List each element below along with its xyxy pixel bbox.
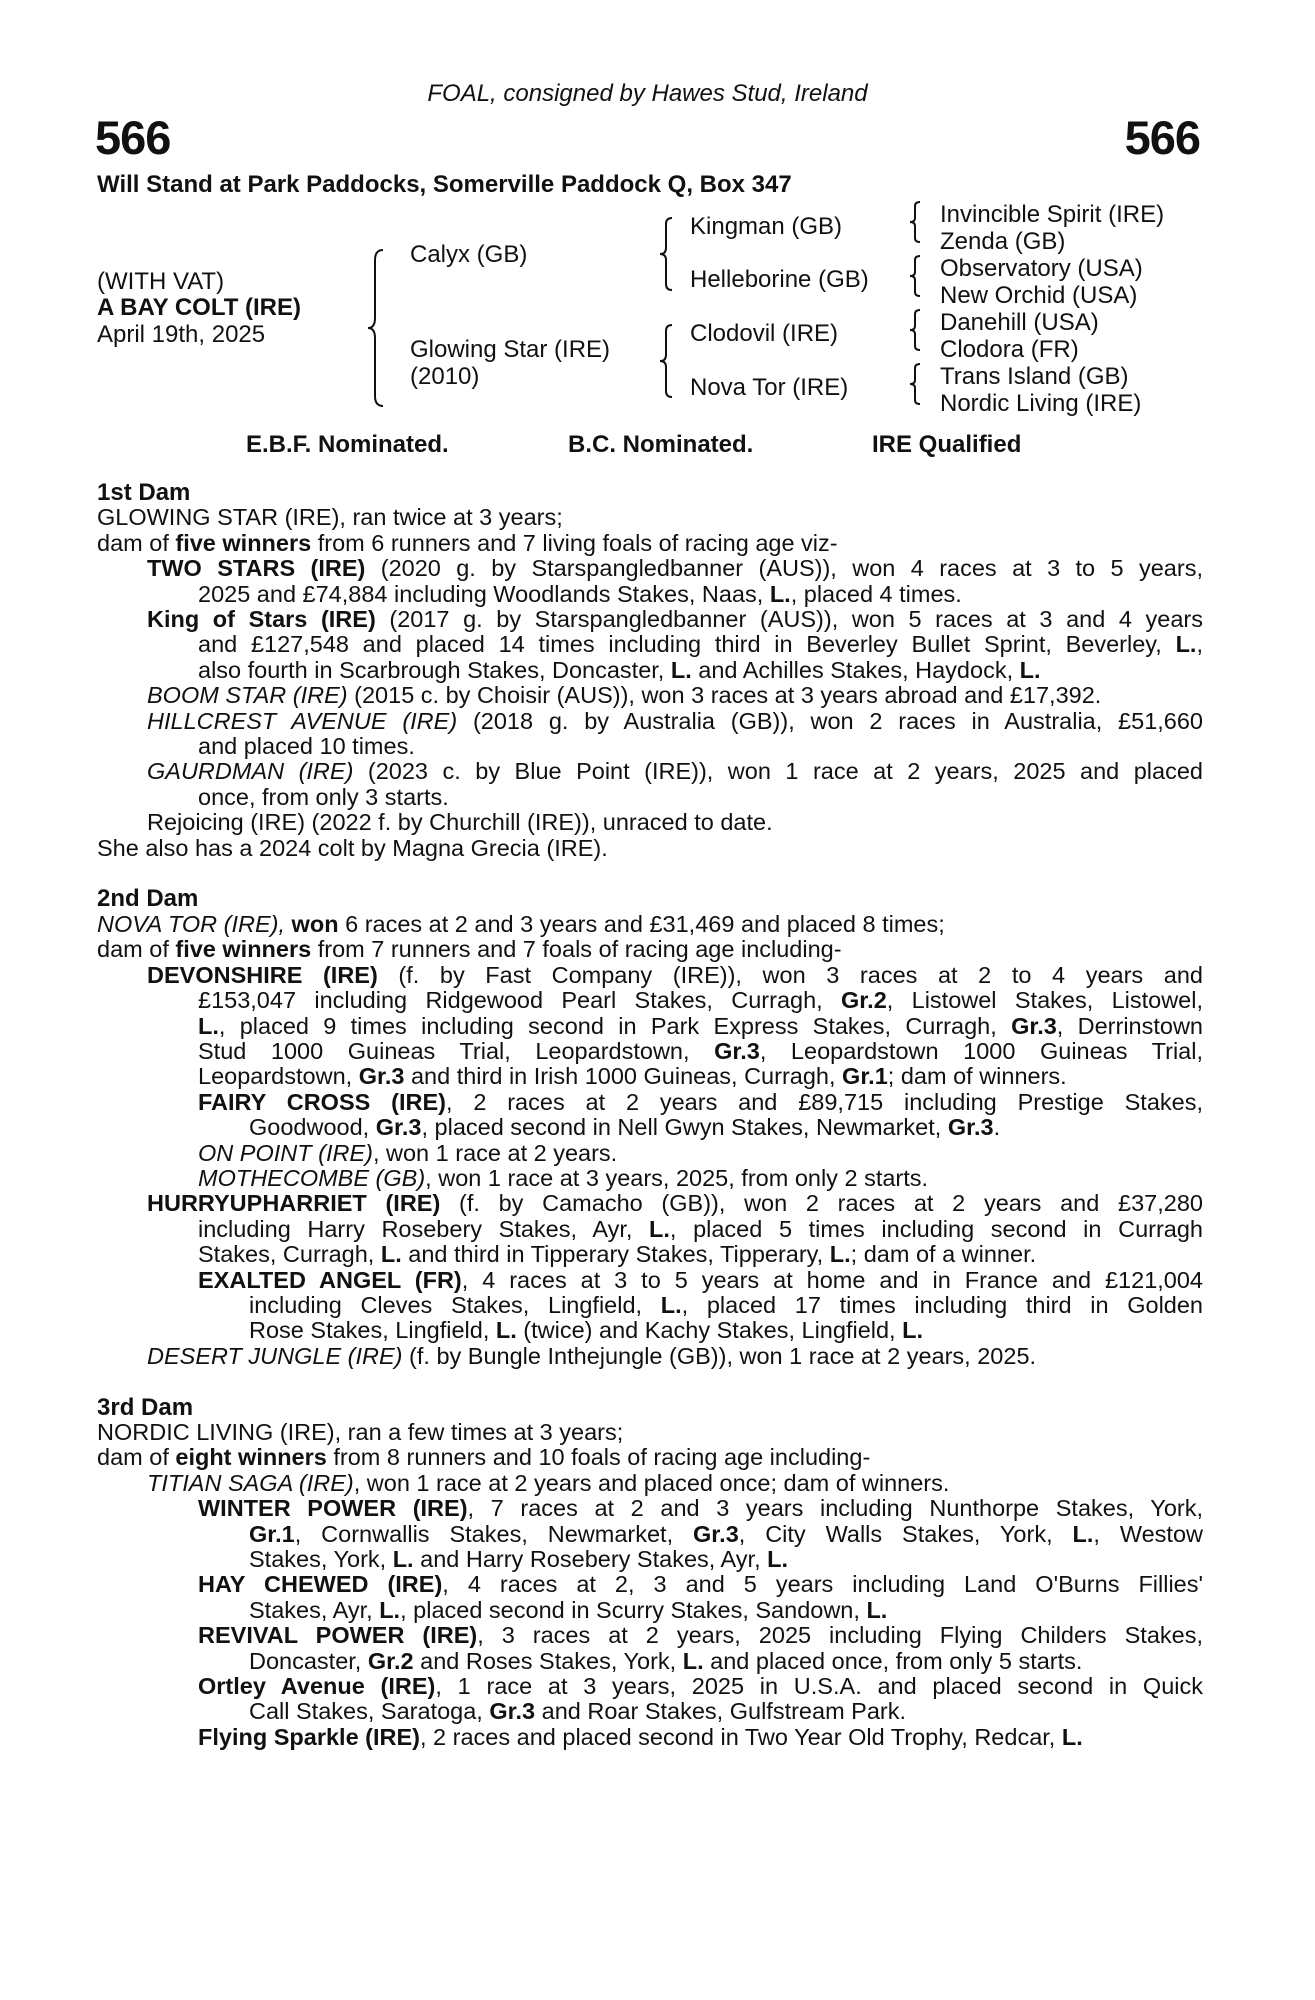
dam: Glowing Star (IRE) [410,336,611,363]
lot-number-left: 566 [95,111,171,164]
brace-g4 [908,362,922,406]
ebf-nomination: E.B.F. Nominated. [246,431,449,458]
produce-entry-cont: 2025 and £74,884 including Woodlands Stakes, Naas, L., placed 4 times. [198,580,962,607]
first-dam-line: GLOWING STAR (IRE), ran twice at 3 years; [97,504,563,531]
produce-entry: GAURDMAN (IRE) (2023 c. by Blue Point (IRE)), won 1 race at 2 years, 2025 and placed [147,758,1203,785]
grandproduce-entry: FAIRY CROSS (IRE), 2 races at 2 years and £89,715 including Prestige Stakes, [198,1088,1203,1115]
produce-entry: King of Stars (IRE) (2017 g. by Starspangledbanner (AUS)), won 5 races at 3 and 4 years [147,606,1203,633]
stabling-location: Will Stand at Park Paddocks, Somerville Paddock Q, Box 347 [97,171,792,198]
produce-entry: Rejoicing (IRE) (2022 f. by Churchill (IRE)), unraced to date. [147,809,773,836]
vat-note: (WITH VAT) [97,268,225,295]
bc-nomination: B.C. Nominated. [568,431,754,458]
sire: Calyx (GB) [410,241,528,268]
foaling-date: April 19th, 2025 [97,321,266,348]
gg-5: Danehill (USA) [940,309,1099,336]
gg-4: New Orchid (USA) [940,282,1138,309]
second-dam-line: NOVA TOR (IRE), won 6 races at 2 and 3 years and £31,469 and placed 8 times; [97,910,945,937]
produce-entry: DESERT JUNGLE (IRE) (f. by Bungle Inthejungle (GB)), won 1 race at 2 years, 2025. [147,1342,1037,1369]
produce-entry-cont: including Harry Rosebery Stakes, Ayr, L., placed 5 times including second in Curragh [198,1215,1203,1242]
lot-number-right: 566 [1124,111,1200,164]
brace-dam [658,323,674,399]
grandproduce-entry: REVIVAL POWER (IRE), 3 races at 2 years, 2025 including Flying Childers Stakes, [198,1622,1203,1649]
grandproduce-entry-cont: Goodwood, Gr.3, placed second in Nell Gwyn Stakes, Newmarket, Gr.3. [249,1114,1001,1141]
brace-g2 [908,254,922,298]
grandproduce-entry-cont: Stakes, Ayr, L., placed second in Scurry Stakes, Sandown, L. [249,1596,888,1623]
third-dam-line: NORDIC LIVING (IRE), ran a few times at 3 years; [97,1419,624,1445]
gg-7: Trans Island (GB) [940,363,1129,390]
gg-8: Nordic Living (IRE) [940,390,1142,417]
grandproduce-entry-cont: Rose Stakes, Lingfield, L. (twice) and Kachy Stakes, Lingfield, L. [249,1317,924,1344]
grandproduce-entry-cont: Gr.1, Cornwallis Stakes, Newmarket, Gr.3, City Walls Stakes, York, L., Westow [249,1520,1204,1547]
produce-entry: BOOM STAR (IRE) (2015 c. by Choisir (AUS)), won 3 races at 3 years abroad and £17,392. [147,682,1102,709]
lot-title: A BAY COLT (IRE) [97,294,302,321]
sire-sire: Kingman (GB) [690,213,843,240]
grandproduce-entry-cont: Stakes, York, L. and Harry Rosebery Stakes, Ayr, L. [249,1546,789,1573]
produce-entry-cont: once, from only 3 starts. [198,783,449,810]
produce-entry: HILLCREST AVENUE (IRE) (2018 g. by Australia (GB)), won 2 races in Australia, £51,660 [147,707,1204,734]
brace-g3 [908,308,922,352]
first-dam-heading: 1st Dam [97,479,191,506]
grandproduce-entry: ON POINT (IRE), won 1 race at 2 years. [198,1139,618,1166]
produce-entry: DEVONSHIRE (IRE) (f. by Fast Company (IRE)), won 3 races at 2 to 4 years and [147,961,1203,988]
second-dam-heading: 2nd Dam [97,885,199,913]
grandproduce-entry-cont: Call Stakes, Saratoga, Gr.3 and Roar Stakes, Gulfstream Park. [249,1698,907,1725]
produce-entry-cont: Stakes, Curragh, L. and third in Tipperary Stakes, Tipperary, L.; dam of a winner. [198,1241,1037,1268]
produce-entry-cont: and placed 10 times. [198,733,415,760]
produce-entry-cont: Leopardstown, Gr.3 and third in Irish 1000 Guineas, Curragh, Gr.1; dam of winners. [198,1063,1067,1090]
brace-g1 [908,200,922,244]
grandproduce-entry: WINTER POWER (IRE), 7 races at 2 and 3 years including Nunthorpe Stakes, York, [198,1495,1203,1522]
catalogue-body [97,480,1203,1750]
grandproduce-entry: HAY CHEWED (IRE), 4 races at 2, 3 and 5 years including Land O'Burns Fillies' [198,1571,1203,1598]
produce-entry: TITIAN SAGA (IRE), won 1 race at 2 years and placed once; dam of winners. [147,1469,950,1496]
produce-entry-cont: Stud 1000 Guineas Trial, Leopardstown, Gr.3, Leopardstown 1000 Guineas Trial, [198,1037,1203,1064]
gg-6: Clodora (FR) [940,336,1079,363]
produce-entry: TWO STARS (IRE) (2020 g. by Starspangledbanner (AUS)), won 4 races at 3 to 5 years, [147,555,1203,582]
first-dam-produce-summary: dam of five winners from 6 runners and 7 living foals of racing age viz- [97,529,838,556]
second-dam-produce-summary: dam of five winners from 7 runners and 7 foals of racing age including- [97,936,842,963]
grandproduce-entry: EXALTED ANGEL (FR), 4 races at 3 to 5 years at home and in France and £121,004 [198,1266,1203,1293]
dam-sire: Clodovil (IRE) [690,320,839,347]
produce-entry: HURRYUPHARRIET (IRE) (f. by Camacho (GB)), won 2 races at 2 years and £37,280 [147,1190,1203,1217]
brace-sire [658,216,674,292]
grandproduce-entry: Flying Sparkle (IRE), 2 races and placed second in Two Year Old Trophy, Redcar, L. [198,1723,1083,1750]
third-dam-heading: 3rd Dam [97,1393,194,1421]
produce-entry-cont: £153,047 including Ridgewood Pearl Stakes, Curragh, Gr.2, Listowel Stakes, Listowel, [198,987,1203,1014]
ire-qualified: IRE Qualified [872,431,1022,458]
produce-entry-cont: also fourth in Scarbrough Stakes, Doncaster, L. and Achilles Stakes, Haydock, L. [198,656,1041,683]
dam-dam: Nova Tor (IRE) [690,374,849,401]
grandproduce-entry-cont: including Cleves Stakes, Lingfield, L., placed 17 times including third in Golden [249,1291,1203,1318]
gg-3: Observatory (USA) [940,255,1143,282]
produce-entry-cont: L., placed 9 times including second in Park Express Stakes, Curragh, Gr.3, Derrinstown [198,1012,1203,1039]
produce-entry-cont: and £127,548 and placed 14 times including third in Beverley Bullet Sprint, Beverley, L., [198,631,1203,658]
brace-main [366,248,386,408]
grandproduce-entry-cont: Doncaster, Gr.2 and Roses Stakes, York, L. and placed once, from only 5 starts. [249,1647,1083,1674]
grandproduce-entry: MOTHECOMBE (GB), won 1 race at 3 years, 2025, from only 2 starts. [198,1164,929,1191]
gg-1: Invincible Spirit (IRE) [940,201,1165,228]
consignment-line: FOAL, consigned by Hawes Stud, Ireland [427,80,868,107]
third-dam-produce-summary: dam of eight winners from 8 runners and 10 foals of racing age including- [97,1444,871,1471]
dam-year: (2010) [410,363,480,390]
gg-2: Zenda (GB) [940,228,1066,255]
grandproduce-entry: Ortley Avenue (IRE), 1 race at 3 years, 2025 in U.S.A. and placed second in Quick [198,1673,1203,1700]
sire-dam: Helleborine (GB) [690,266,869,293]
produce-note: She also has a 2024 colt by Magna Grecia (IRE). [97,834,608,861]
